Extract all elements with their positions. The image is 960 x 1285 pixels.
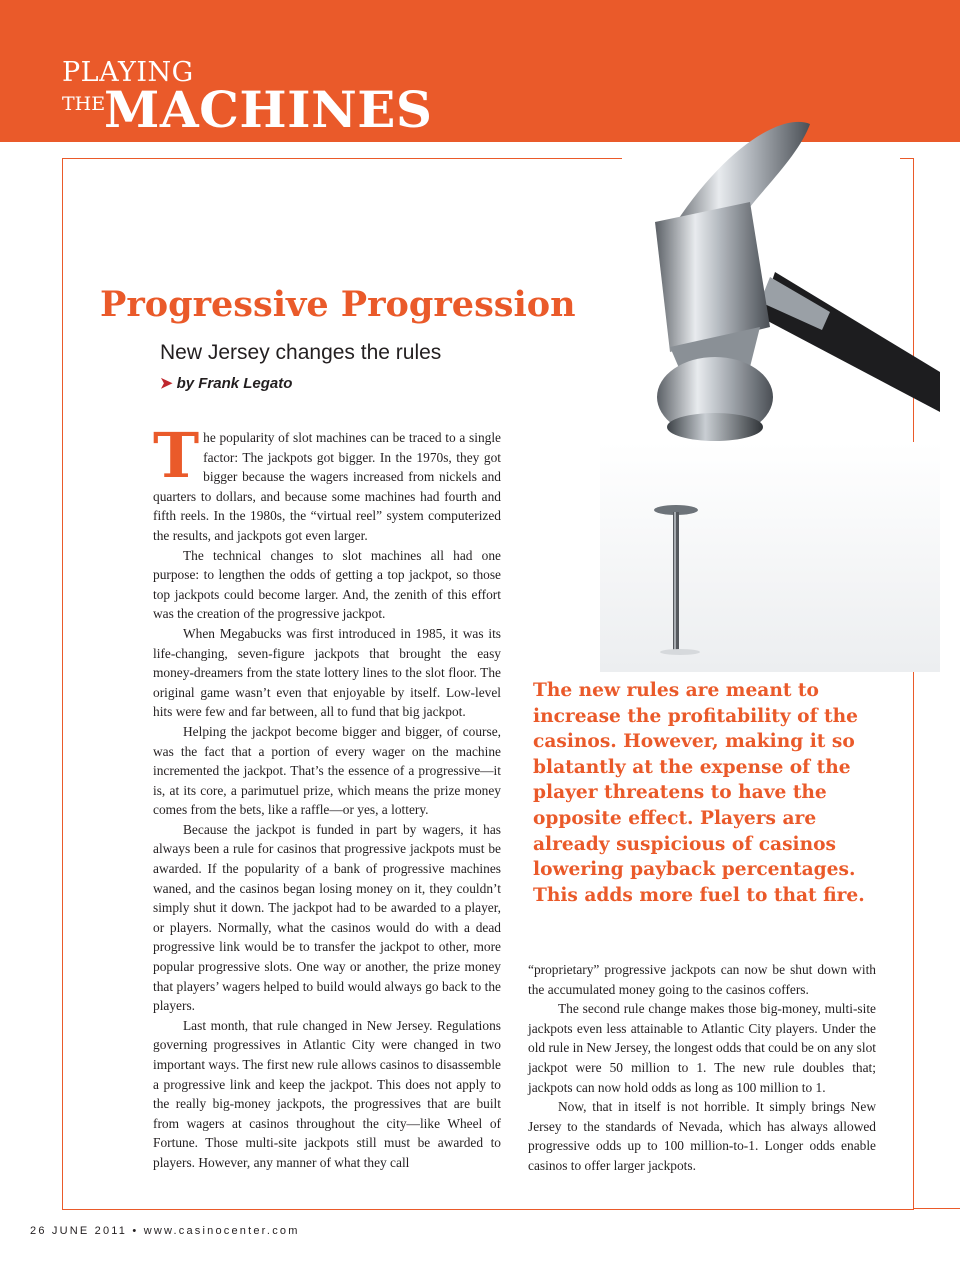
section-title: MACHINES [104,80,433,139]
section-the: THE [62,93,106,115]
first-paragraph-text: he popularity of slot machines can be traced to a single factor: The jackpots got bigger. In the 1970s, they got bigger because the wagers increased from nickels and quarters to dollars, and because some machines had fourth and fifth reels. In the 1980s, the “virtual reel” system computerized the results, and jackpots got even larger. [153,430,501,543]
body-paragraph: Last month, that rule changed in New Jersey. Regulations governing progressives in Atlantic City were changed in two important ways. The first new rule allows casinos to disassemble a progressive link and keep the jackpot. This does not apply to the really big-money jackpots, the progressives that are built from wagers at casinos throughout the city—like Wheel of Fortune. Those multi-site jackpots still must be awarded to players. However, any manner of what they call [153,1017,501,1170]
continuation-paragraph: “proprietary” progressive jackpots can now be shut down with the accumulated money going to the casinos coffers. [528,962,876,997]
body-paragraph: The technical changes to slot machines all had one purpose: to lengthen the odds of getting a top jackpot, so those top jackpots could become larger. And, the zenith of this effort was the creation of the progressive jackpot. [153,547,501,622]
arrow-icon: ➤ [160,375,173,392]
article-column-left [153,419,501,1173]
byline-author: by Frank Legato [176,375,293,392]
frame-top-rule-left [62,158,622,159]
article-subtitle: New Jersey changes the rules [160,341,442,364]
body-paragraph: The second rule change makes those big-money, multi-site jackpots even less attainable to Atlantic City players. Under the old rule in New Jersey, the longest odds that could be on any slot jackpot were 50 million to 1. The new rule doubles that; jackpots can now hold odds as long as 100 million to 1. [528,1001,876,1095]
pull-quote: The new rules are meant to increase the profitability of the casinos. However, making it so blatantly at the expense of the player threatens to have the opposite effect. Players are already suspicious of casinos lowering payback percentages. This adds more fuel to that fire. [533,680,865,906]
byline [160,374,292,394]
section-kicker: PLAYING [62,57,194,88]
body-paragraph: Now, that in itself is not horrible. It simply brings New Jersey to the standards of Nevada, which has always allowed progressive odds up to 100 million-to-1. Longer odds enable casinos to offer larger jackpots. [528,1099,876,1173]
article-column-right [528,960,876,1176]
article-title: Progressive Progression [100,284,576,325]
frame-bottom-extension [914,1208,960,1209]
drop-cap: T [153,419,200,492]
body-paragraph: Helping the jackpot become bigger and bigger, of course, was the fact that a portion of every wager on the machine incremented the jackpot. That’s the essence of a progressive—it is, at its core, a parimutuel prize, which means the prize money comes from the bets, like a raffle—or yes, a lottery. [153,723,501,818]
first-paragraph [153,419,501,546]
body-paragraph: Because the jackpot is funded in part by wagers, it has always been a rule for casinos that progressive jackpots must be awarded. If the popularity of a bank of progressive machines waned, and the casinos began losing money on it, they couldn’t simply shut it down. The jackpot had to be awarded to a player, or players. Normally, what the casinos would do with a dead progressive link would be to transfer the jackpot to other, more popular progressive slots. One way or another, the prize money that players’ wagers helped to build would always go back to the players. [153,821,501,1014]
hammer-nail-illustration [600,112,940,672]
body-paragraph: When Megabucks was first introduced in 1985, it was its life-changing, seven-figure jackpots that brought the easy money-dreamers from the state lottery lines to the slot floor. The original game wasn’t even that enjoyable by itself. Low-level hits were few and far between, all to fund that big jackpot. [153,625,501,720]
page-footer: 26 JUNE 2011 • www.casinocenter.com [30,1225,300,1237]
